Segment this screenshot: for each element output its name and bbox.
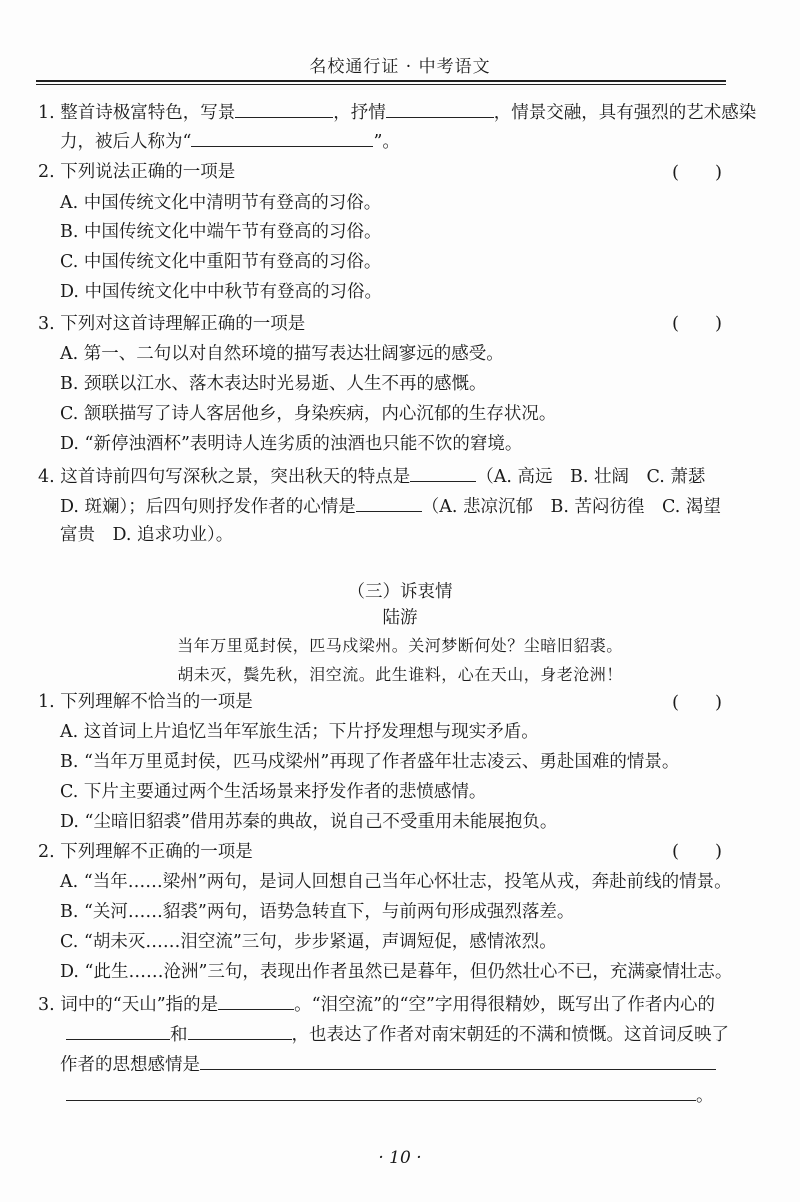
- answer-blank: [191, 128, 373, 147]
- question-text: 作者的思想感情是: [60, 1055, 200, 1075]
- poem-line-1: 当年万里觅封侯，匹马戍梁州。关河梦断何处？尘暗旧貂裘。: [177, 636, 623, 655]
- option-a: A. “当年……梁州”两句，是词人回想自己当年心怀壮志，投笔从戎，奔赴前线的情景。: [60, 872, 732, 892]
- question-text: ，抒情: [333, 103, 386, 123]
- question-7-line-4: [66, 1082, 714, 1108]
- question-text: 力，被后人称为“: [60, 132, 192, 152]
- answer-blank: [386, 99, 494, 118]
- question-text: ，情景交融，具有强烈的艺术感染: [493, 103, 757, 123]
- answer-blank: [188, 1021, 292, 1040]
- poem-line-2: 胡未灭，鬓先秋，泪空流。此生谁料，心在天山，身老沧洲！: [177, 665, 623, 684]
- option-d: D. “此生……沧洲”三句，表现出作者虽然已是暮年，但仍然壮心不已，充满豪情壮志。: [60, 962, 733, 982]
- answer-blank: [66, 1021, 170, 1040]
- answer-blank: [410, 463, 476, 482]
- option-a: A. 第一、二句以对自然环境的描写表达壮阔寥远的感受。: [60, 344, 504, 364]
- option-b: B. “当年万里觅封侯，匹马戍梁州”再现了作者盛年壮志凌云、勇赴国难的情景。: [60, 752, 680, 772]
- option-b: B. 中国传统文化中端午节有登高的习俗。: [60, 222, 382, 242]
- answer-blank: [200, 1051, 716, 1070]
- question-1-line-1: [38, 99, 756, 125]
- option-c: C. “胡未灭……泪空流”三句，步步紧逼，声调短促，感情浓烈。: [60, 932, 557, 952]
- question-7-line-3: [60, 1051, 716, 1077]
- question-text: ”。: [373, 132, 400, 152]
- question-text: ，也表达了作者对南宋朝廷的不满和愤慨。这首词反映了: [291, 1025, 729, 1045]
- question-7-line-1: [38, 991, 715, 1017]
- question-text: 和: [170, 1025, 188, 1045]
- answer-blank: [235, 99, 333, 118]
- answer-parentheses: ( ): [672, 841, 723, 862]
- question-text: 4. 这首诗前四句写深秋之景，突出秋天的特点是: [38, 467, 411, 487]
- option-d: D. “尘暗旧貂裘”借用苏秦的典故，说自己不受重用未能展抱负。: [60, 812, 558, 832]
- option-b: B. “关河……貂裘”两句，语势急转直下，与前两句形成强烈落差。: [60, 902, 575, 922]
- option-a: A. 这首词上片追忆当年军旅生活；下片抒发理想与现实矛盾。: [60, 722, 539, 742]
- question-2-stem: 2. 下列说法正确的一项是: [38, 162, 236, 182]
- answer-blank: [218, 991, 294, 1010]
- answer-parentheses: ( ): [672, 692, 723, 713]
- answer-blank: [66, 1082, 696, 1101]
- poem-author: 陆游: [382, 608, 418, 628]
- page-header: 名校通行证 · 中考语文: [309, 57, 491, 77]
- answer-parentheses: ( ): [672, 313, 723, 334]
- question-5-stem: 1. 下列理解不恰当的一项是: [38, 692, 253, 712]
- question-text: （A. 悲凉沉郁 B. 苦闷彷徨 C. 渴望: [421, 497, 721, 517]
- question-7-line-2: [66, 1021, 729, 1047]
- question-4-line-1: [38, 463, 705, 489]
- option-c: C. 下片主要通过两个生活场景来抒发作者的悲愤感情。: [60, 782, 487, 802]
- option-b: B. 颈联以江水、落木表达时光易逝、人生不再的感慨。: [60, 374, 487, 394]
- question-3-stem: 3. 下列对这首诗理解正确的一项是: [38, 314, 306, 334]
- header-rule: [36, 80, 726, 82]
- question-text: D. 斑斓）；后四句则抒发作者的心情是: [60, 497, 356, 517]
- option-d: D. “新停浊酒杯”表明诗人连劣质的浊酒也只能不饮的窘境。: [60, 434, 523, 454]
- question-6-stem: 2. 下列理解不正确的一项是: [38, 842, 253, 862]
- option-c: C. 颔联描写了诗人客居他乡，身染疾病，内心沉郁的生存状况。: [60, 404, 557, 424]
- option-a: A. 中国传统文化中清明节有登高的习俗。: [60, 193, 382, 213]
- question-text: （A. 高远 B. 壮阔 C. 萧瑟: [476, 467, 706, 487]
- question-4-line-2: [60, 493, 721, 519]
- option-d: D. 中国传统文化中中秋节有登高的习俗。: [60, 282, 383, 302]
- question-4-line-3: 富贵 D. 追求功业）。: [60, 525, 234, 545]
- header-rule-thin: [36, 84, 726, 85]
- question-1-line-2: [60, 128, 400, 154]
- answer-blank: [356, 493, 422, 512]
- question-text: 。: [696, 1086, 714, 1106]
- page-number: · 10 ·: [378, 1148, 422, 1168]
- question-text: 。“泪空流”的“空”字用得很精妙，既写出了作者内心的: [294, 995, 715, 1015]
- section-title: （三）诉衷情: [347, 582, 453, 602]
- question-text: 1. 整首诗极富特色，写景: [38, 103, 236, 123]
- option-c: C. 中国传统文化中重阳节有登高的习俗。: [60, 252, 382, 272]
- question-text: 3. 词中的“天山”指的是: [38, 995, 219, 1015]
- answer-parentheses: ( ): [672, 162, 723, 183]
